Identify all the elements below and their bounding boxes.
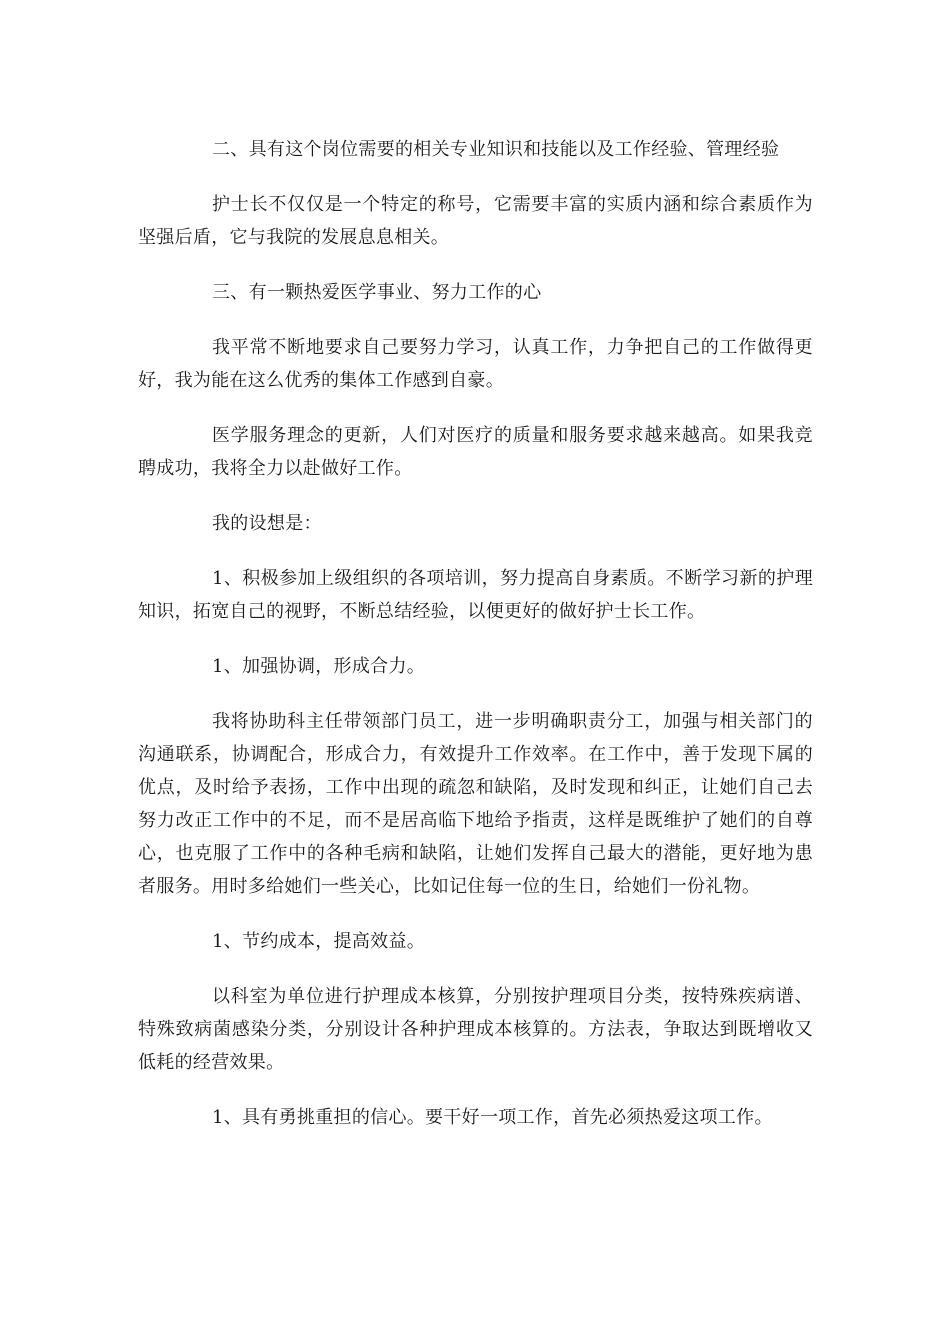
- paragraph: 我平常不断地要求自己要努力学习，认真工作，力争把自己的工作做得更好，我为能在这么优秀的集体工作感到自豪。: [138, 337, 813, 391]
- paragraph: 以科室为单位进行护理成本核算，分别按护理项目分类，按特殊疾病谱、特殊致病菌感染分类，分别设计各种护理成本核算的。方法表，争取达到既增收又低耗的经营效果。: [138, 986, 813, 1073]
- list-item: 1、积极参加上级组织的各项培训，努力提高自身素质。不断学习新的护理知识，拓宽自己的视野，不断总结经验，以便更好的做好护士长工作。: [138, 568, 813, 622]
- paragraph: 医学服务理念的更新，人们对医疗的质量和服务要求越来越高。如果我竞聘成功，我将全力以赴做好工作。: [138, 425, 813, 479]
- paragraph-heading-3: 三、有一颗热爱医学事业、努力工作的心: [212, 282, 542, 303]
- paragraph: 护士长不仅仅是一个特定的称号，它需要丰富的实质内涵和综合素质作为坚强后盾，它与我院的发展息息相关。: [138, 194, 813, 248]
- list-item: 1、具有勇挑重担的信心。要干好一项工作，首先必须热爱这项工作。: [212, 1107, 773, 1128]
- document-body: [138, 133, 813, 1155]
- paragraph-heading-2: 二、具有这个岗位需要的相关专业知识和技能以及工作经验、管理经验: [212, 139, 780, 160]
- list-item: 1、节约成本，提高效益。: [212, 931, 426, 952]
- list-item: 1、加强协调，形成合力。: [212, 656, 426, 677]
- paragraph: 我将协助科主任带领部门员工，进一步明确职责分工，加强与相关部门的沟通联系，协调配合，形成合力，有效提升工作效率。在工作中，善于发现下属的优点，及时给予表扬，工作中出现的疏忽和缺陷，及时发现和纠正，让她们自己去努力改正工作中的不足，而不是居高临下地给予指责，这样是既维护了她们的自尊心，也克服了工作中的各种毛病和缺陷，让她们发挥自己最大的潜能，更好地为患者服务。用时多给她们一些关心，比如记住每一位的生日，给她们一份礼物。: [138, 711, 813, 897]
- paragraph-intro: 我的设想是：: [212, 513, 322, 534]
